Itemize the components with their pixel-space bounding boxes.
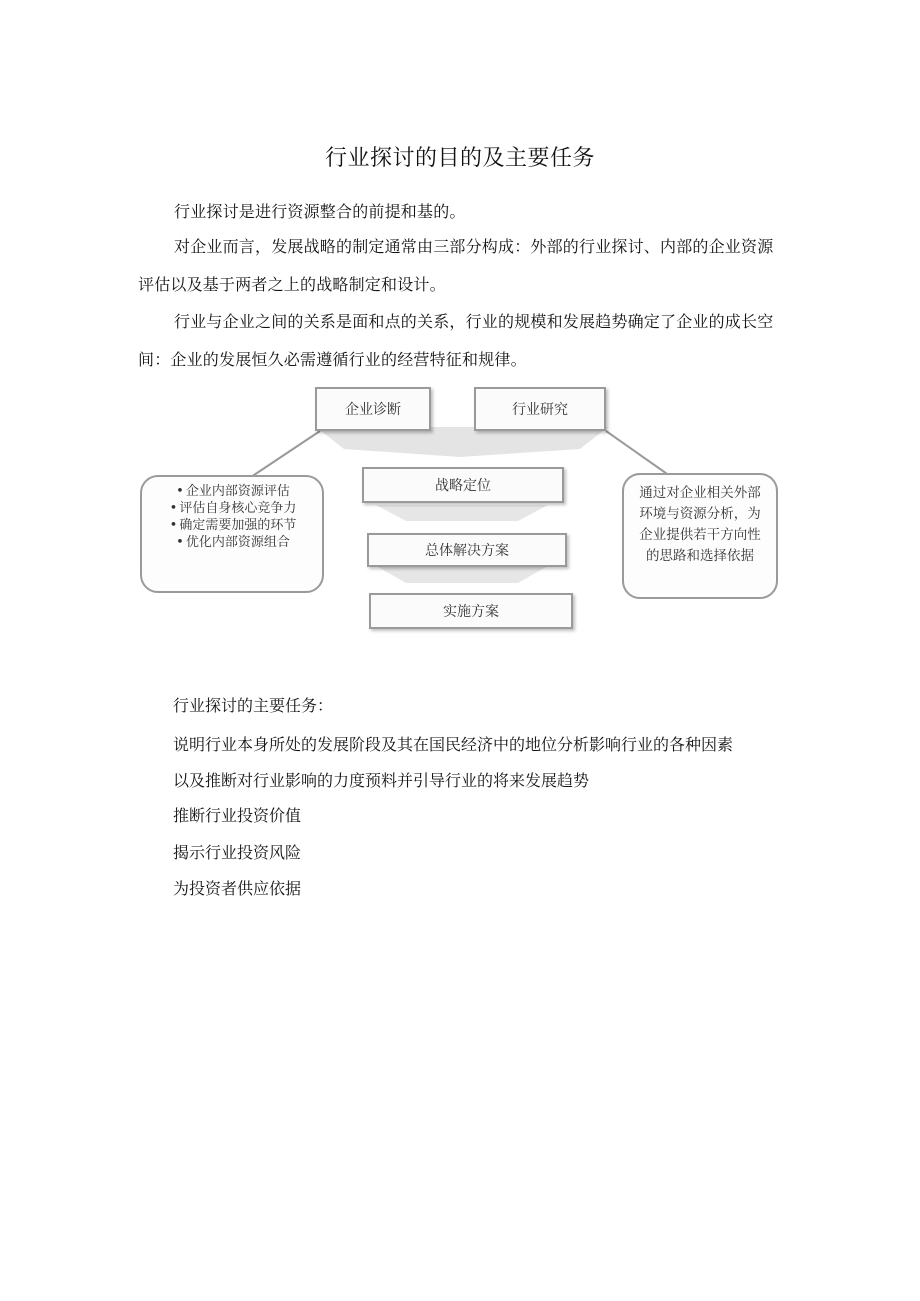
tasks-heading: 行业探讨的主要任务： [173, 696, 334, 715]
right-bubble [622, 473, 778, 599]
task-item: 为投资者供应依据 [173, 879, 302, 898]
paragraph-3: 行业与企业之间的关系是面和点的关系，行业的规模和发展趋势确定了企业的成长空间：企业的发展恒久必需遵循行业的经营特征和规律。 [138, 312, 774, 369]
left-bubble-item: • 优化内部资源组合 [176, 535, 290, 550]
paragraph-2: 对企业而言，发展战略的制定通常由三部分构成：外部的行业探讨、内部的企业资源评估以及基于两者之上的战略制定和设计。 [138, 237, 774, 294]
diagnosis-box: 企业诊断 [315, 387, 431, 431]
chevron-2 [378, 567, 546, 583]
left-bubble-item: • 确定需要加强的环节 [169, 518, 297, 533]
right-bubble-text: 通过对企业相关外部环境与资源分析，为企业提供若干方向性的思路和选择依据 [639, 485, 761, 564]
left-bubble [140, 475, 324, 593]
step-overall-solution: 总体解决方案 [367, 533, 567, 567]
step-strategy-positioning: 战略定位 [362, 467, 564, 503]
research-box: 行业研究 [474, 387, 606, 431]
paragraph-1-text: 行业探讨是进行资源整合的前提和基的。 [174, 202, 466, 221]
left-bubble-item: • 企业内部资源评估 [176, 484, 290, 499]
left-bubble-item: • 评估自身核心竞争力 [169, 501, 297, 516]
strategy-diagram [138, 387, 784, 637]
top-chevron [316, 427, 608, 457]
task-item: 揭示行业投资风险 [173, 843, 302, 862]
task-item: 说明行业本身所处的发展阶段及其在国民经济中的地位分析影响行业的各种因素 [173, 735, 734, 754]
step-implementation: 实施方案 [369, 593, 573, 629]
page-title: 行业探讨的目的及主要任务 [324, 146, 595, 171]
task-item: 以及推断对行业影响的力度预料并引导行业的将来发展趋势 [173, 771, 590, 790]
task-item: 推断行业投资价值 [173, 806, 302, 825]
chevron-1 [376, 505, 548, 521]
paragraph-intro [138, 193, 788, 231]
